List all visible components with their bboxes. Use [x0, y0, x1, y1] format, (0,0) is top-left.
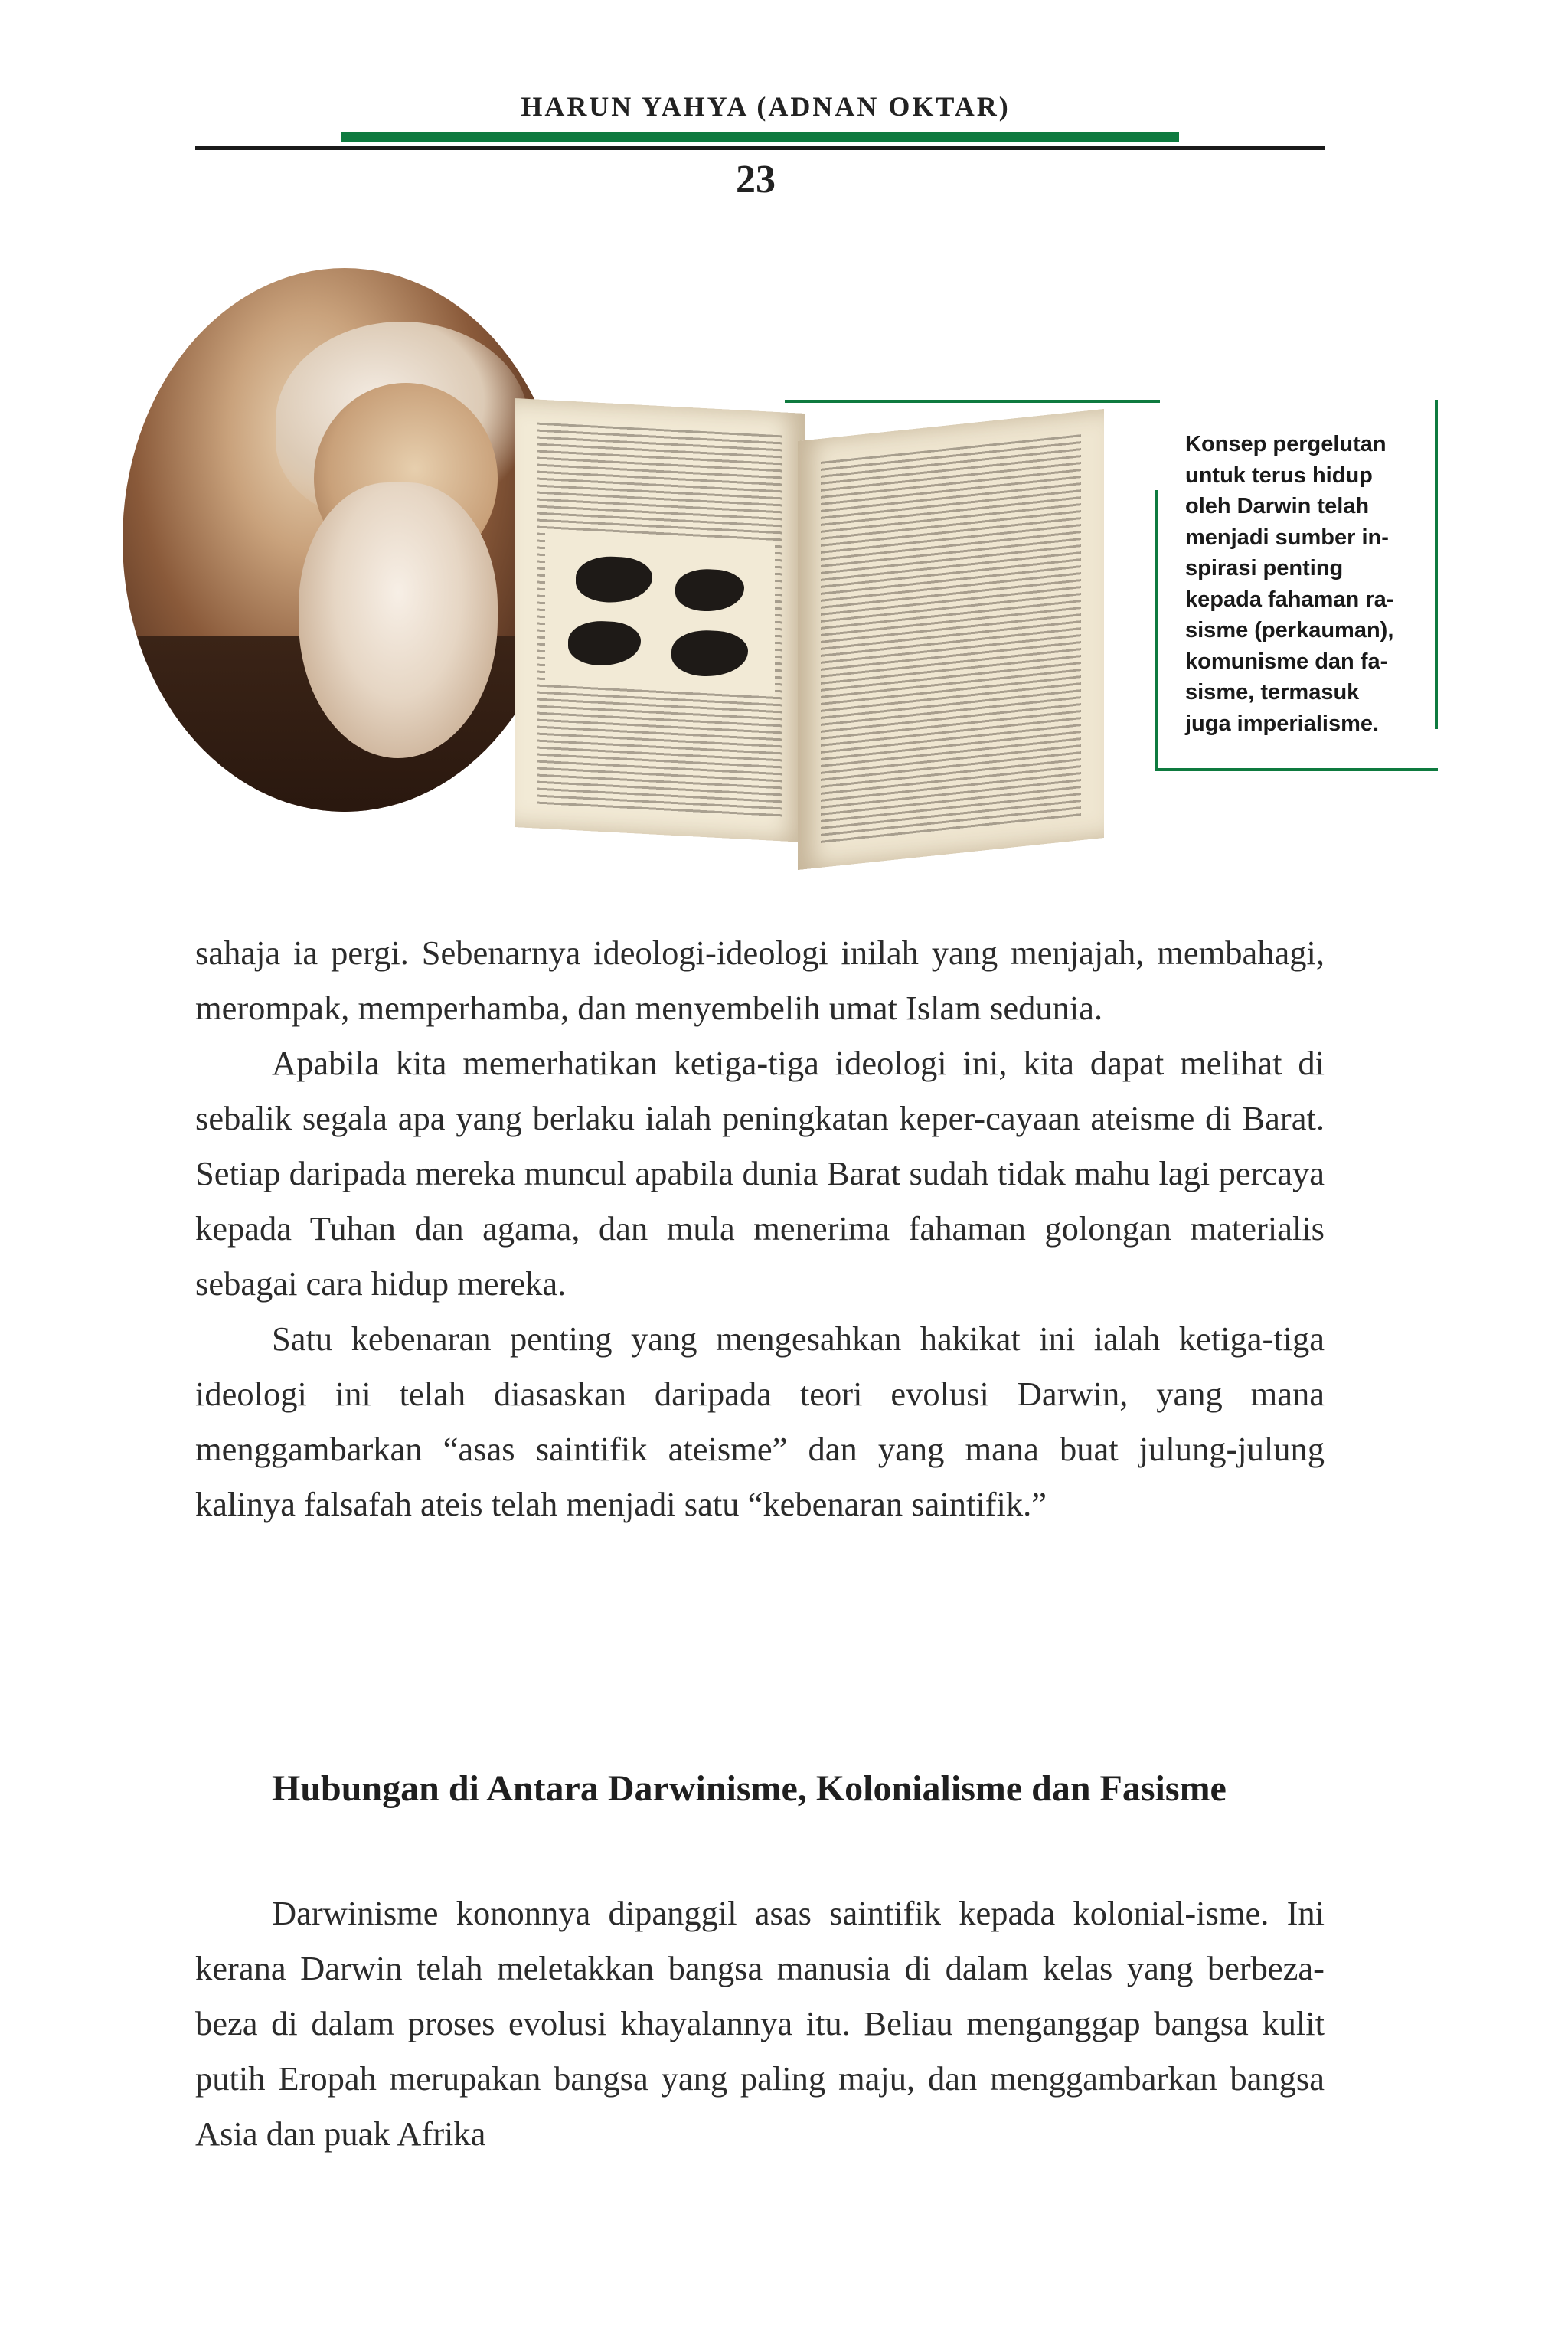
header-rule: [195, 146, 1325, 150]
caption-bottom-line: [1155, 768, 1438, 771]
caption-left-line: [1155, 490, 1158, 771]
page-number: 23: [736, 158, 776, 201]
section-body: [195, 1885, 1325, 2161]
section-heading: Hubungan di Antara Darwinisme, Kolonialisme dan Fasisme: [272, 1768, 1227, 1809]
paragraph: sahaja ia pergi. Sebenarnya ideologi-ideologi inilah yang menjajah, membahagi, merompak, memperhamba, dan menyembelih umat Islam sedunia.: [195, 934, 1325, 1027]
caption-right-line: [1435, 400, 1438, 729]
paragraph: Satu kebenaran penting yang mengesahkan hakikat ini ialah ketiga-tiga ideologi ini telah diasaskan daripada teori evolusi Darwin, yang mana menggambarkan “asas saintifik ateisme” dan yang mana buat julung-julung kalinya falsafah ateis telah menjadi satu “kebenaran saintifik.”: [195, 1320, 1325, 1523]
paragraph: Apabila kita memerhatikan ketiga-tiga ideologi ini, kita dapat melihat di sebalik segala apa yang berlaku ialah peningkatan keper-cayaan ateisme di Barat. Setiap daripada mereka muncul apabila dunia Barat sudah tidak mahu lagi percaya kepada Tuhan dan agama, dan mula menerima fahaman golongan materialis sebagai cara hidup mereka.: [195, 1044, 1325, 1303]
body-text-block: [195, 925, 1325, 1532]
paragraph: Darwinisme kononnya dipanggil asas saintifik kepada kolonial-isme. Ini kerana Darwin telah meletakkan bangsa manusia di dalam kelas yang berbeza-beza di dalam proses evolusi khayalannya itu. Beliau menganggap bangsa kulit putih Eropah merupakan bangsa yang paling maju, dan menggambarkan bangsa Asia dan puak Afrika: [195, 1894, 1325, 2153]
open-book-image: [469, 383, 1119, 881]
header-green-bar: [341, 132, 1179, 142]
book-left-page: [514, 398, 805, 842]
finch-illustration: [545, 530, 775, 695]
running-title: HARUN YAHYA (ADNAN OKTAR): [521, 91, 1011, 122]
caption-connector-line: [785, 400, 1160, 403]
book-right-page: [798, 409, 1104, 870]
figure-caption: Konsep pergelutan untuk terus hidup oleh Darwin telah menjadi sumber in- spirasi penting kepada fahaman ra- sisme (perkauman), komunisme dan fa- sisme, termasuk juga imperialisme.: [1185, 432, 1394, 736]
